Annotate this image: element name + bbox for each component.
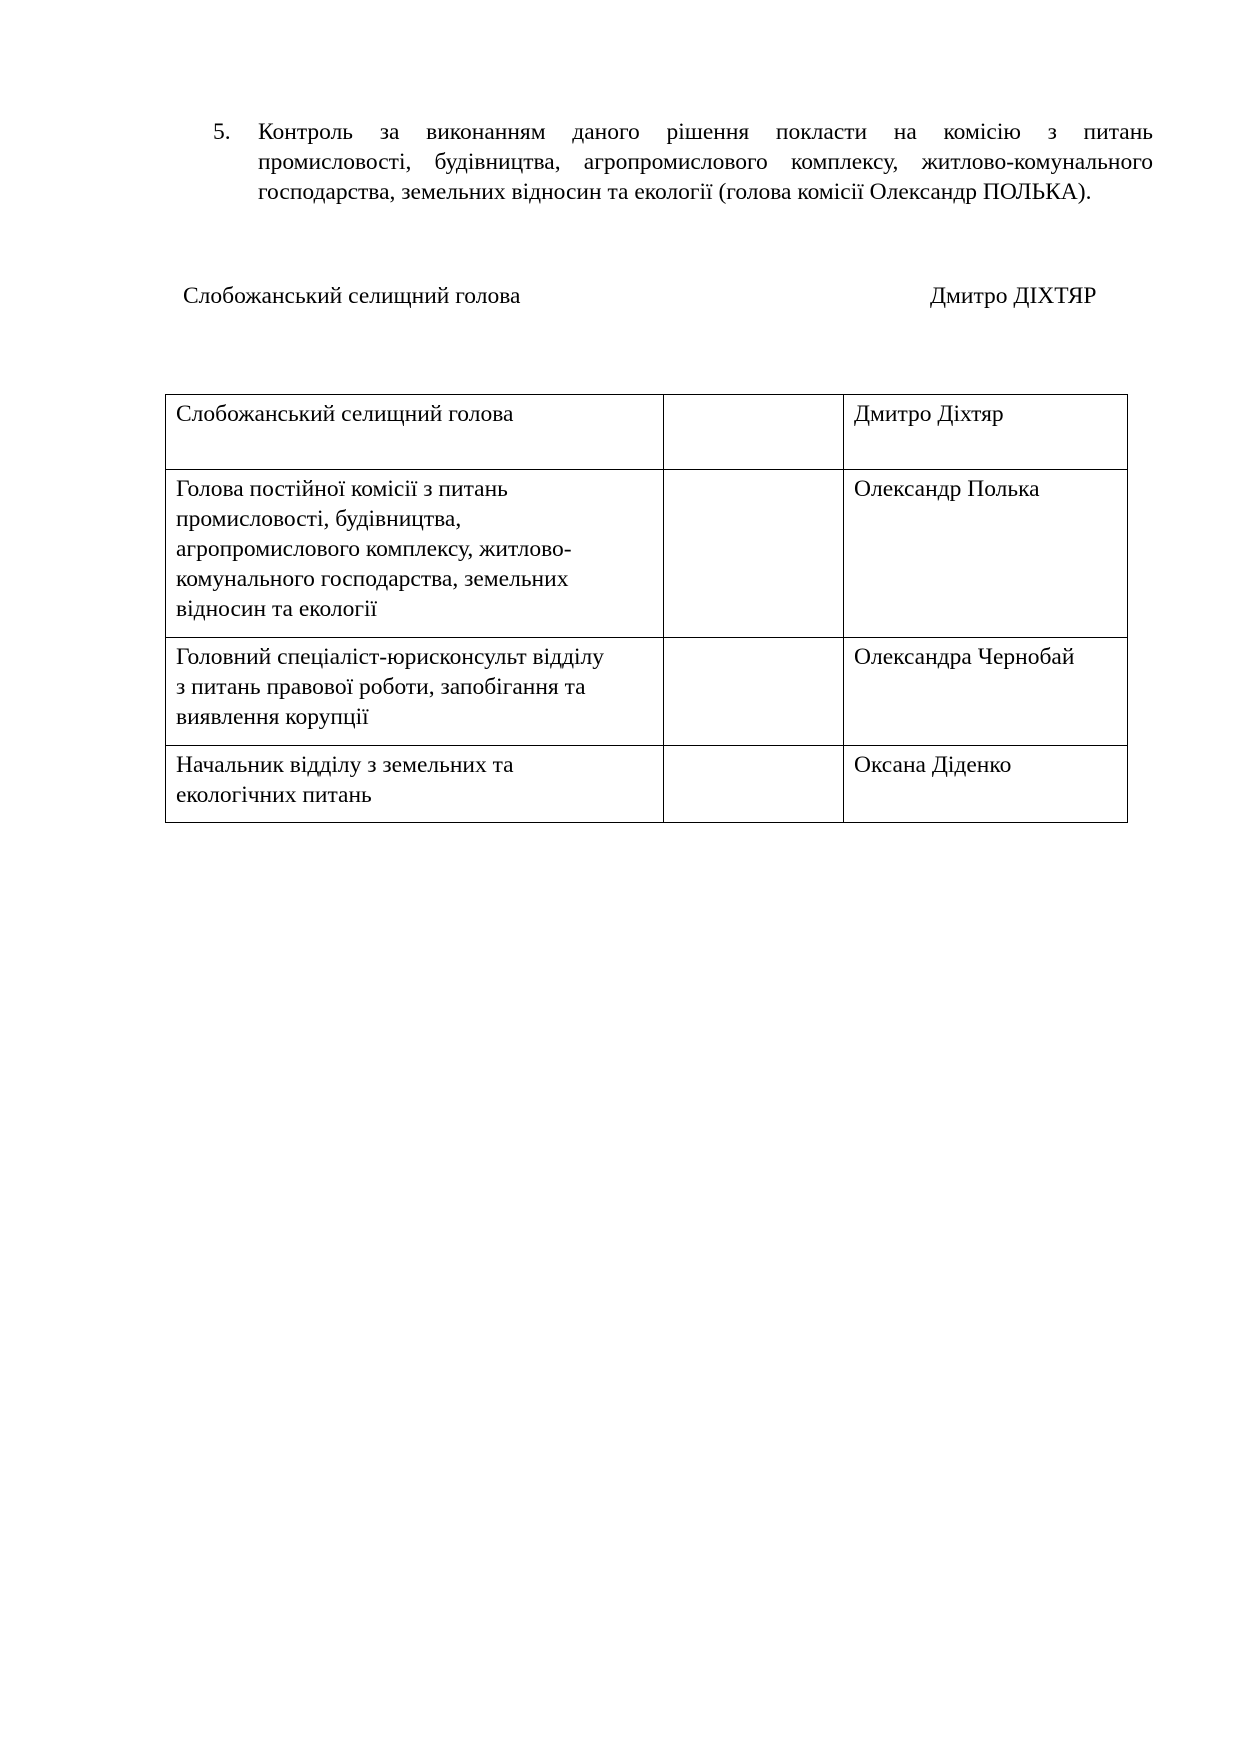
table-row	[166, 470, 1128, 638]
position-line: виявлення корупції	[176, 704, 369, 730]
name-cell: Дмитро Діхтяр	[844, 395, 1128, 470]
name-cell: Олександр Полька	[844, 470, 1128, 638]
position-line: Головний спеціаліст-юрисконсульт відділу	[176, 644, 605, 670]
signature-cell	[664, 470, 844, 638]
approvals-table	[165, 394, 1128, 823]
item-text-line: промисловості, будівництва, агропромислового комплексу, житлово-комунального	[258, 149, 1153, 175]
position-line: відносин та екології	[176, 596, 378, 622]
position-cell	[166, 638, 664, 746]
position-line: Начальник відділу з земельних та	[176, 752, 514, 778]
position-line: Голова постійної комісії з питань	[176, 476, 508, 502]
position-cell	[166, 746, 664, 823]
table-row	[166, 746, 1128, 823]
decision-item-5	[213, 117, 1153, 207]
item-text-line: господарства, земельних відносин та екології (голова комісії Олександр ПОЛЬКА).	[258, 179, 1092, 205]
position-line: агропромислового комплексу, житлово-	[176, 536, 572, 562]
signature-title: Слобожанський селищний голова	[183, 283, 521, 309]
item-number: 5.	[213, 119, 231, 145]
table-row	[166, 638, 1128, 746]
name-cell: Олександра Чернобай	[844, 638, 1128, 746]
position-line: промисловості, будівництва,	[176, 506, 462, 532]
signature-name: Дмитро ДІХТЯР	[930, 283, 1097, 309]
position-line: Слобожанський селищний голова	[176, 401, 514, 427]
position-cell	[166, 395, 664, 470]
position-line: комунального господарства, земельних	[176, 566, 569, 592]
table-row	[166, 395, 1128, 470]
signature-cell	[664, 638, 844, 746]
item-text-line: Контроль за виконанням даного рішення покласти на комісію з питань	[258, 119, 1153, 145]
position-line: екологічних питань	[176, 782, 372, 808]
signature-cell	[664, 746, 844, 823]
item-text	[258, 117, 1153, 207]
signature-cell	[664, 395, 844, 470]
position-cell	[166, 470, 664, 638]
position-line: з питань правової роботи, запобігання та	[176, 674, 586, 700]
name-cell: Оксана Діденко	[844, 746, 1128, 823]
